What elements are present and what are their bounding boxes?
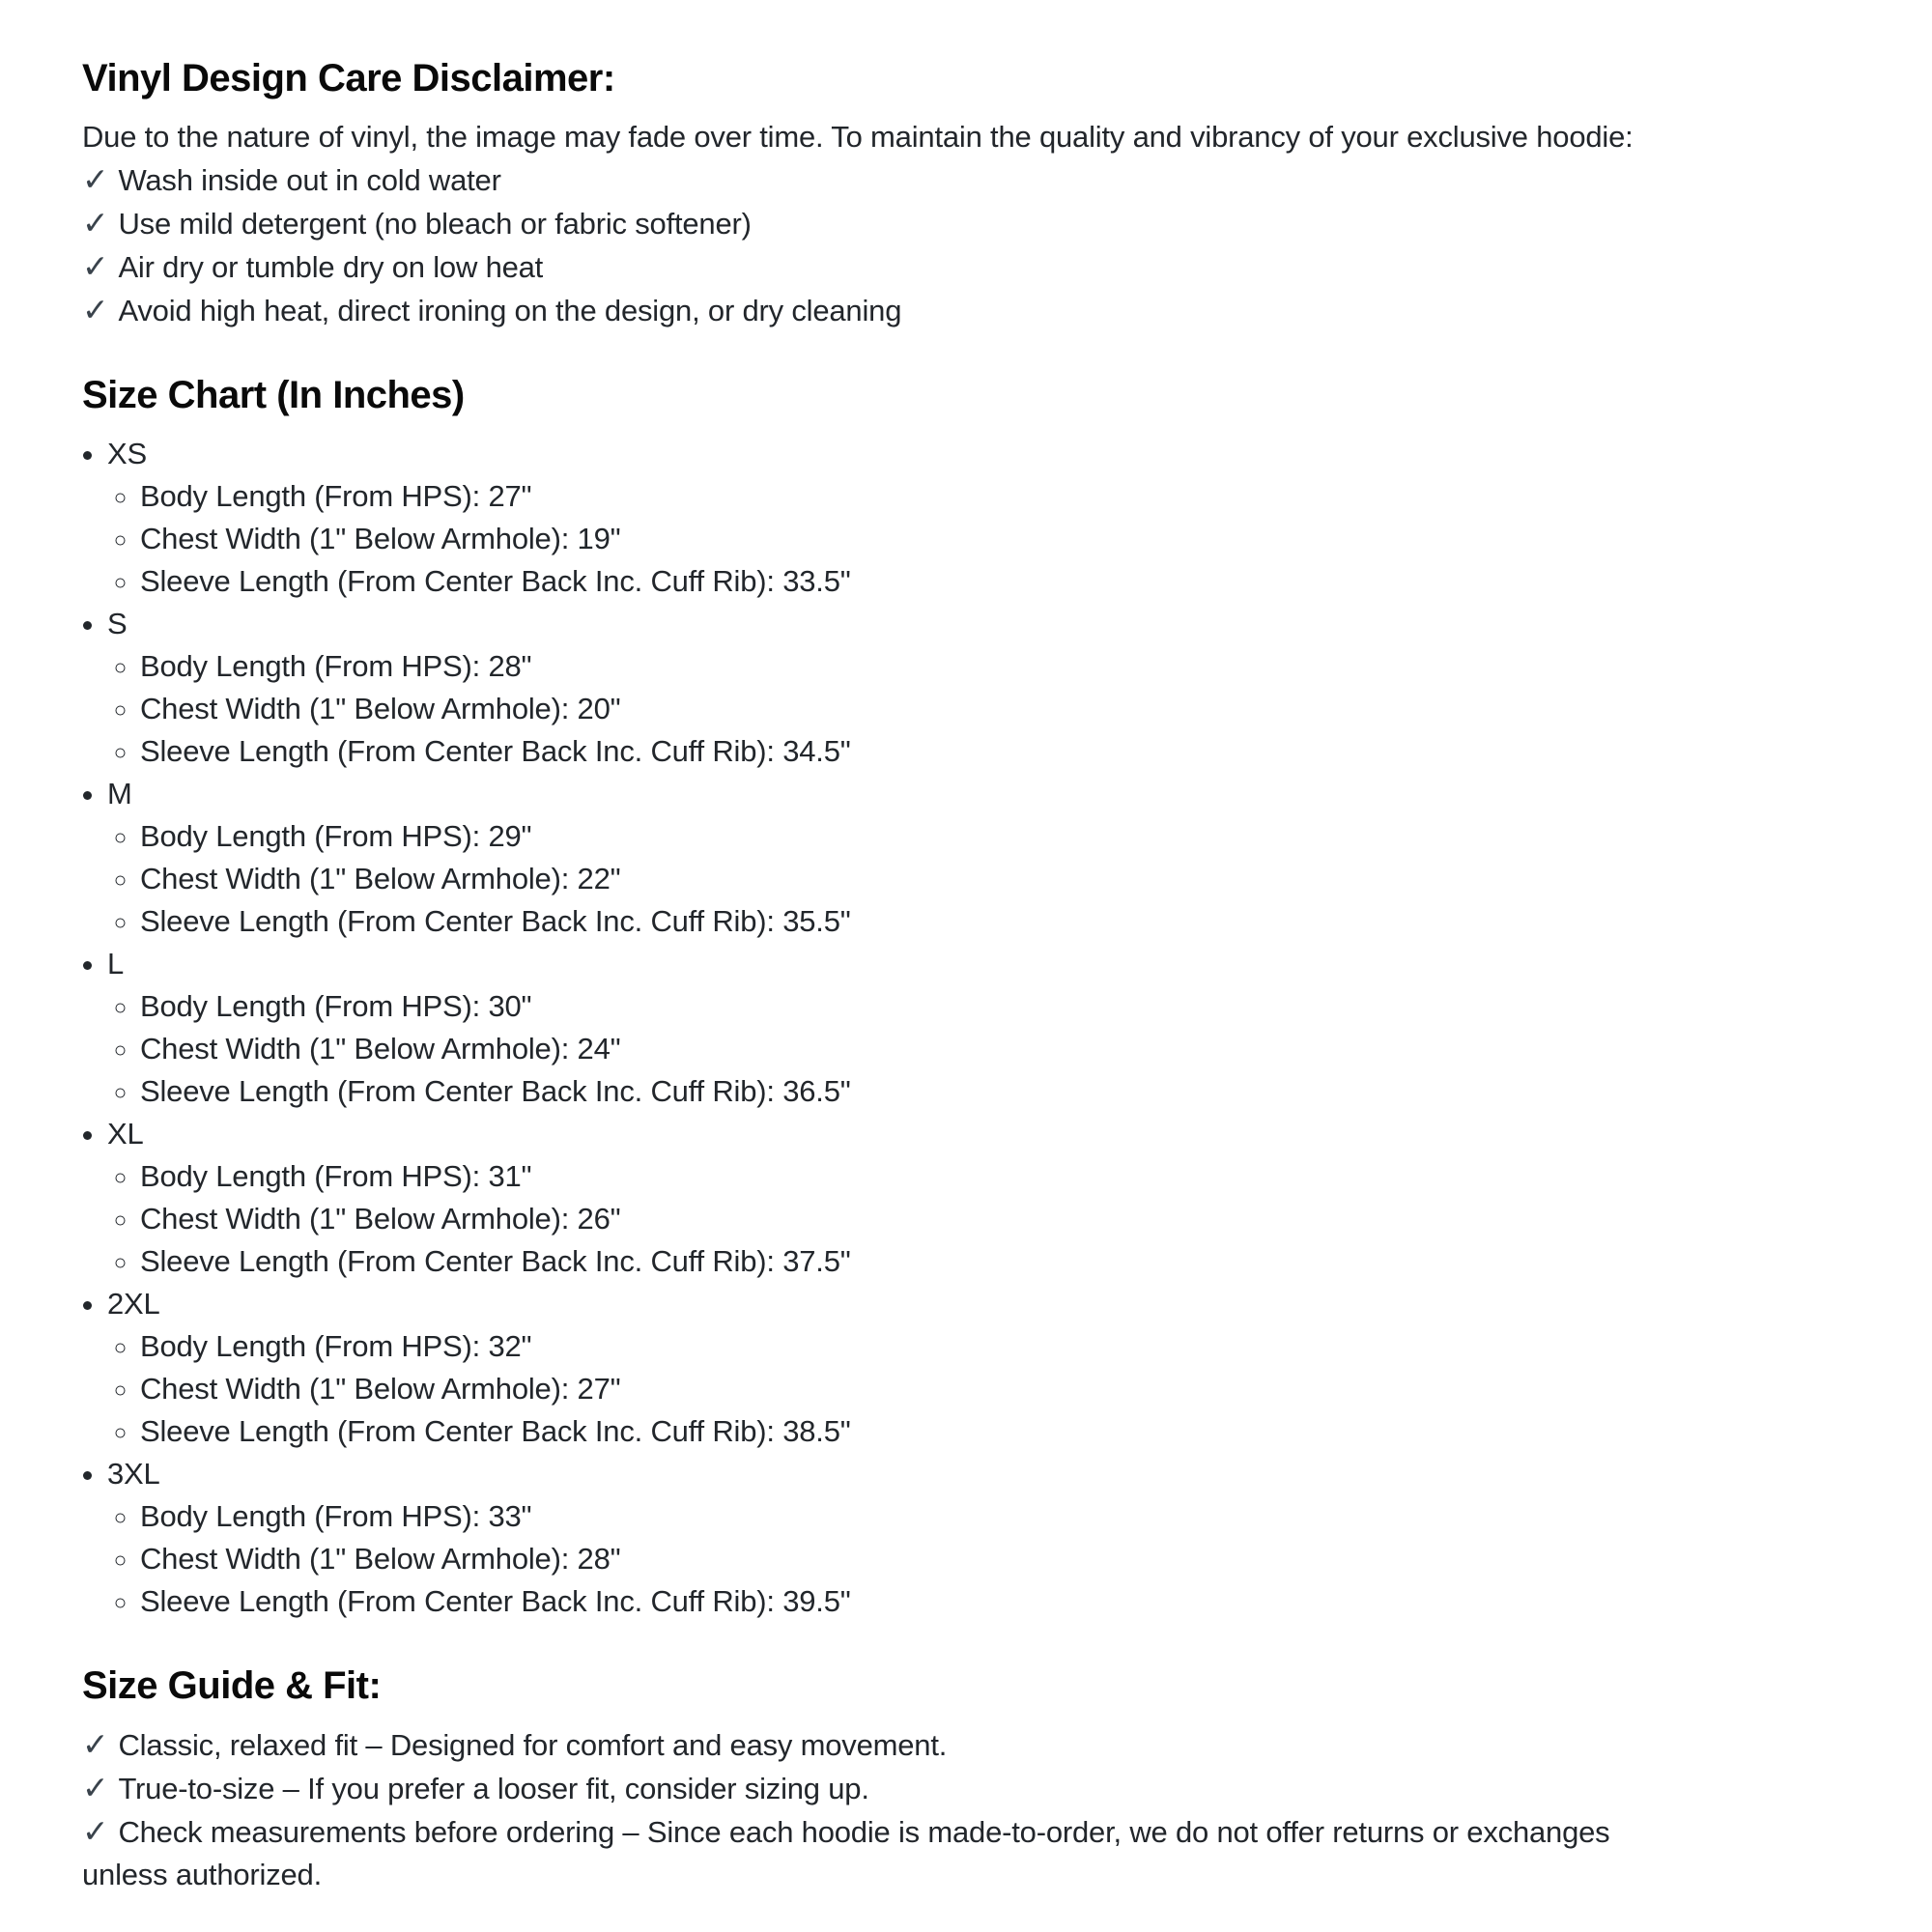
fit-checklist	[82, 1723, 1676, 1896]
size-spec-list	[107, 475, 1874, 603]
checklist-item	[82, 289, 1676, 332]
size-spec: ◦ Body Length (From HPS): 31"	[140, 1155, 1874, 1198]
size-spec-list	[107, 1155, 1874, 1283]
check-icon: ✓	[82, 1769, 109, 1806]
size-chart-size	[107, 1113, 1874, 1283]
care-disclaimer-intro: Due to the nature of vinyl, the image may fade over time. To maintain the quality and vibrancy of your exclusive hoodie:	[82, 120, 1634, 154]
size-spec: ◦ Sleeve Length (From Center Back Inc. Cuff Rib): 36.5"	[140, 1070, 1874, 1113]
checklist-item-text: Air dry or tumble dry on low heat	[118, 250, 544, 284]
size-chart-size	[107, 603, 1874, 773]
checklist-item-text: Avoid high heat, direct ironing on the design, or dry cleaning	[118, 294, 902, 327]
check-icon: ✓	[82, 204, 109, 242]
size-guide-heading: Size Guide & Fit:	[82, 1664, 382, 1707]
size-spec: ◦ Chest Width (1" Below Armhole): 20"	[140, 688, 1874, 730]
checklist-item-text: Check measurements before ordering – Since each hoodie is made-to-order, we do not offer returns or exchanges unless authorized.	[82, 1815, 1610, 1891]
size-spec: ◦ Body Length (From HPS): 27"	[140, 475, 1874, 518]
size-name: 3XL	[107, 1457, 160, 1491]
size-spec: ◦ Body Length (From HPS): 29"	[140, 815, 1874, 858]
size-spec: ◦ Body Length (From HPS): 32"	[140, 1325, 1874, 1368]
size-spec: ◦ Body Length (From HPS): 33"	[140, 1495, 1874, 1538]
size-spec-list	[107, 1325, 1874, 1453]
size-spec: ◦ Sleeve Length (From Center Back Inc. Cuff Rib): 38.5"	[140, 1410, 1874, 1453]
size-spec: ◦ Sleeve Length (From Center Back Inc. Cuff Rib): 35.5"	[140, 900, 1874, 943]
size-chart-size	[107, 773, 1874, 943]
checklist-item	[82, 158, 1676, 202]
checklist-item-text: Use mild detergent (no bleach or fabric softener)	[118, 207, 752, 241]
size-spec: ◦ Body Length (From HPS): 30"	[140, 985, 1874, 1028]
size-spec: ◦ Sleeve Length (From Center Back Inc. Cuff Rib): 37.5"	[140, 1240, 1874, 1283]
checklist-item	[82, 202, 1676, 245]
check-icon: ✓	[82, 1725, 109, 1763]
size-chart-size	[107, 943, 1874, 1113]
size-spec: ◦ Sleeve Length (From Center Back Inc. Cuff Rib): 39.5"	[140, 1580, 1874, 1623]
check-icon: ✓	[82, 160, 109, 198]
checklist-item	[82, 1810, 1676, 1896]
size-chart-heading: Size Chart (In Inches)	[82, 374, 465, 416]
size-spec: ◦ Chest Width (1" Below Armhole): 27"	[140, 1368, 1874, 1410]
size-spec: ◦ Body Length (From HPS): 28"	[140, 645, 1874, 688]
size-name: S	[107, 607, 128, 640]
size-spec: ◦ Chest Width (1" Below Armhole): 26"	[140, 1198, 1874, 1240]
size-spec: ◦ Chest Width (1" Below Armhole): 19"	[140, 518, 1874, 560]
size-chart-size	[107, 433, 1874, 603]
size-name: XL	[107, 1117, 144, 1151]
size-name: L	[107, 947, 125, 980]
size-name: XS	[107, 437, 147, 470]
size-spec-list	[107, 815, 1874, 943]
size-spec: ◦ Sleeve Length (From Center Back Inc. Cuff Rib): 34.5"	[140, 730, 1874, 773]
check-icon: ✓	[82, 291, 109, 328]
size-spec: ◦ Chest Width (1" Below Armhole): 24"	[140, 1028, 1874, 1070]
checklist-item-text: Wash inside out in cold water	[118, 163, 501, 197]
size-spec: ◦ Sleeve Length (From Center Back Inc. Cuff Rib): 33.5"	[140, 560, 1874, 603]
checklist-item	[82, 1767, 1676, 1810]
size-name: 2XL	[107, 1287, 160, 1321]
checklist-item-text: True-to-size – If you prefer a looser fit, consider sizing up.	[118, 1772, 869, 1805]
checklist-item	[82, 1723, 1676, 1767]
checklist-item-text: Classic, relaxed fit – Designed for comfort and easy movement.	[118, 1728, 948, 1762]
check-icon: ✓	[82, 247, 109, 285]
care-disclaimer-heading: Vinyl Design Care Disclaimer:	[82, 57, 615, 99]
size-spec-list	[107, 645, 1874, 773]
size-chart-list	[82, 433, 1874, 1623]
care-checklist	[82, 158, 1676, 332]
check-icon: ✓	[82, 1812, 109, 1850]
size-spec: ◦ Chest Width (1" Below Armhole): 22"	[140, 858, 1874, 900]
checklist-item	[82, 245, 1676, 289]
size-spec: ◦ Chest Width (1" Below Armhole): 28"	[140, 1538, 1874, 1580]
size-name: M	[107, 777, 132, 810]
size-chart-size	[107, 1453, 1874, 1623]
size-spec-list	[107, 1495, 1874, 1623]
size-chart-size	[107, 1283, 1874, 1453]
size-spec-list	[107, 985, 1874, 1113]
